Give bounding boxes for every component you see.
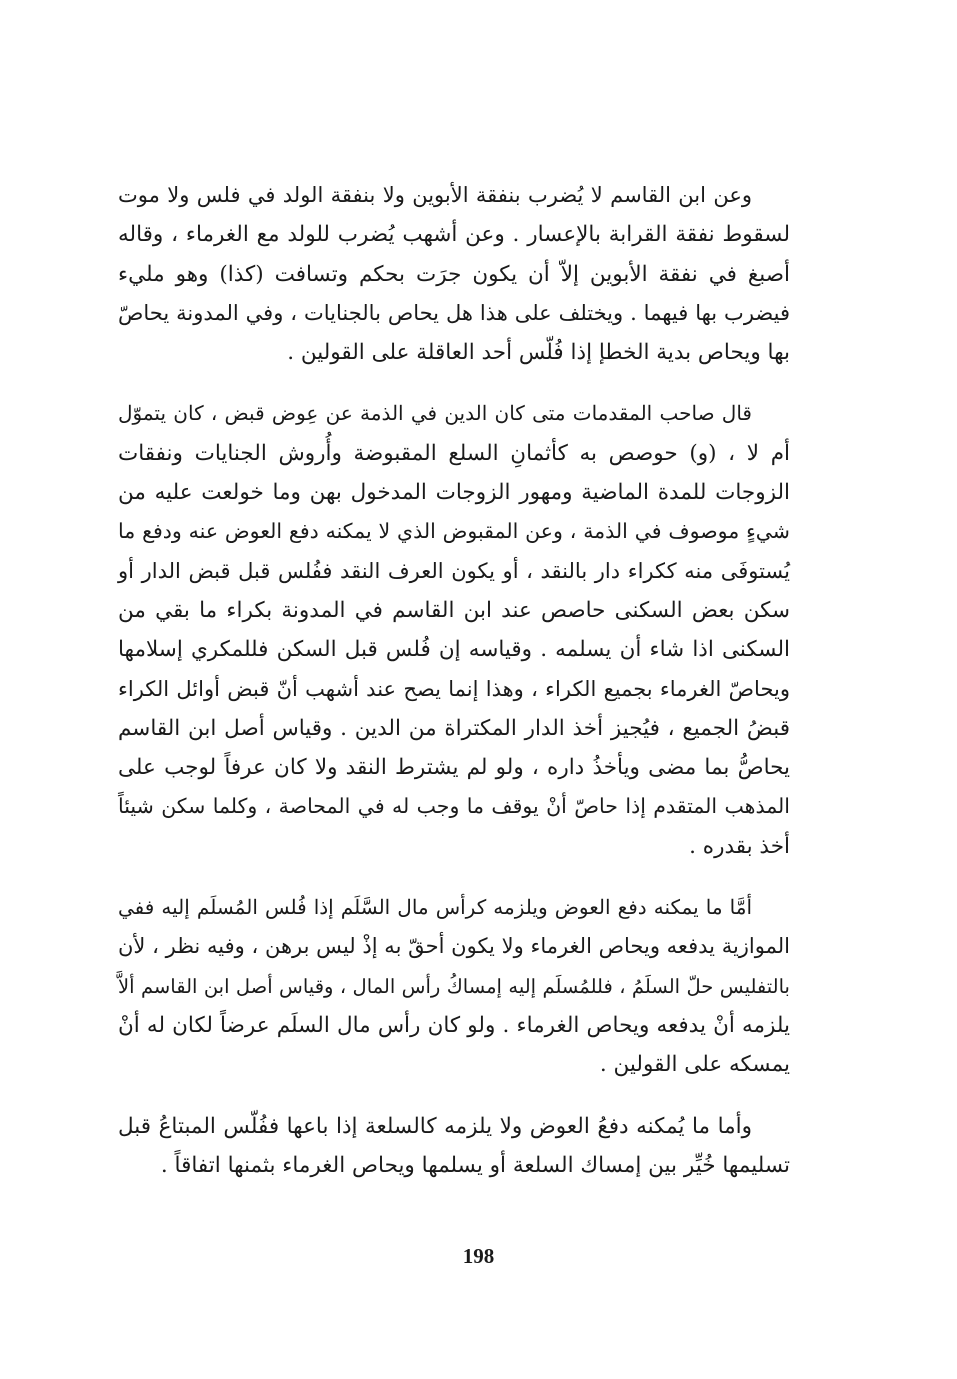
text-line: يُستوفَى منه ككراء دار بالنقد ، أو يكون العرف النقد ففُلس قبل قبض الدار أو xyxy=(118,558,790,583)
text-line: شيءٍ موصوف في الذمة ، وعن المقبوض الذي لا يمكنه دفع العوض عنه ودفع ما xyxy=(118,519,790,544)
paragraph-1 xyxy=(118,176,790,372)
text-line: أمَّا ما يمكنه دفع العوض ويلزمه كرأس مال السَّلَم إذا فُلس المُسلَم إليه ففي xyxy=(118,895,752,920)
text-line: الموازية يدفعه ويحاص الغرماء ولا يكون أحقّ به إذْ ليس برهن ، وفيه نظر ، لأن xyxy=(118,934,790,959)
paragraph-2 xyxy=(118,394,790,866)
text-line: وأما ما يُمكنه دفعُ العوض ولا يلزمه كالسلعة إذا باعها ففُلّس المبتاعُ قبل xyxy=(118,1113,752,1139)
text-line: سكن بعض السكنى حاصص عند ابن القاسم في المدونة بكراء ما بقي من xyxy=(118,597,790,623)
text-line: بالتفليس حلّ السلَمُ ، فللمُسلَم إليه إمساكُ رأس المال ، وقياس أصل ابن القاسم ألاَّ xyxy=(118,974,790,998)
page-body xyxy=(118,176,790,1207)
text-line: قال صاحب المقدمات متى كان الدين في الذمة عن عِوض قبض ، كان يتموّل xyxy=(118,401,752,426)
text-line: أصبغ في نفقة الأبوين إلاّ أن يكون جرَت بحكم وتسافت (كذا) وهو مليء xyxy=(118,261,790,287)
text-line: يلزمه أنْ يدفعه ويحاص الغرماء . ولو كان رأس مال السلَم عرضاً لكان له أنْ xyxy=(118,1012,790,1038)
text-line: أخذ بقدره . xyxy=(689,833,790,859)
text-line: السكنى اذا شاء أن يسلمه . وقياسه إن فُلس قبل السكن فللمكري إسلامها xyxy=(118,637,790,663)
page-number: 198 xyxy=(462,1244,495,1268)
text-line: المذهب المتقدم إذا حاصّ أنْ يوقف ما وجب له في المحاصة ، وكلما سكن شيئاً xyxy=(118,794,790,819)
text-line: الزوجات للمدة الماضية ومهور الزوجات المدخول بهن وما خولعت عليه من xyxy=(118,480,790,506)
text-line: قبضُ الجميع ، فيُجيز أخذ الدار المكتراة من الدين . وقياس أصل ابن القاسم xyxy=(118,715,790,741)
text-line: ويحاصّ الغرماء بجميع الكراء ، وهذا إنما يصح عند أشهب أنّ قبض أوائل الكراء xyxy=(118,676,790,701)
text-line: وعن ابن القاسم لا يُضرب بنفقة الأبوين ولا بنفقة الولد في فلس ولا موت xyxy=(118,183,752,207)
text-line: فيضرب بها فيهما . ويختلف على هذا هل يحاص بالجنايات ، وفي المدونة يحاصّ xyxy=(118,300,790,325)
paragraph-4 xyxy=(118,1107,790,1186)
text-line: لسقوط نفقة القرابة بالإعسار . وعن أشهب يُضرب للولد مع الغرماء ، وقاله xyxy=(118,222,790,248)
text-line: يمسكه على القولين . xyxy=(599,1052,790,1078)
text-line: بها ويحاص بدية الخطإ إذا فُلّس أحد العاقلة على القولين . xyxy=(287,340,790,366)
text-line: تسليمها خُيِّر بين إمساك السلعة أو يسلمها ويحاص الغرماء بثمنها اتفاقاً . xyxy=(160,1152,790,1178)
text-line: يحاصُّ بما مضى ويأخذُ داره ، ولو لم يشترط النقد ولا كان عرفاً لوجب على xyxy=(118,755,790,781)
text-line: أم لا ، (و) حوصص به كأثمانِ السلع المقبوضة وأُروش الجنايات ونفقات xyxy=(118,440,790,466)
paragraph-3 xyxy=(118,888,790,1084)
